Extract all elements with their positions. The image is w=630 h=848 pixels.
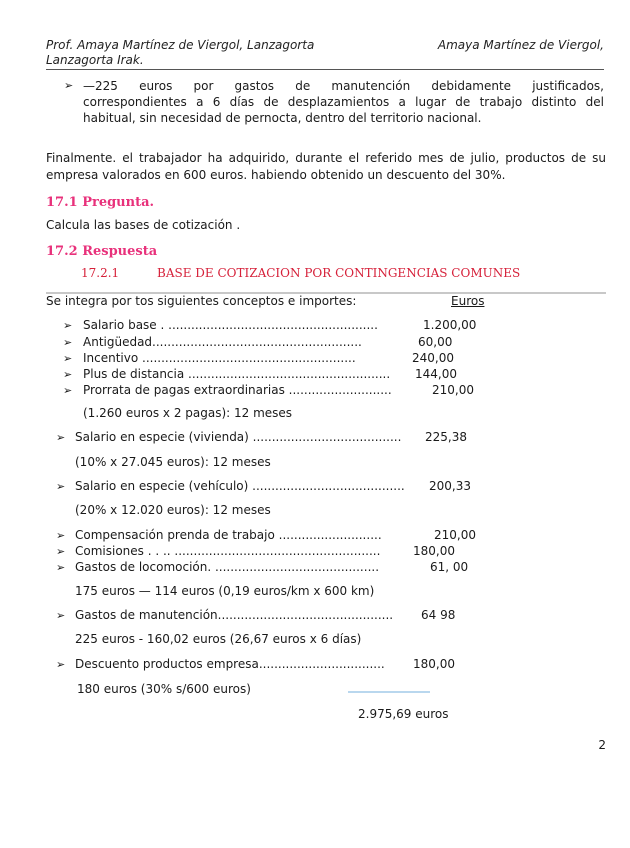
answer-subheading: [81, 266, 520, 280]
value-salario-base: 1.200,00: [423, 318, 477, 332]
item-comisiones: Comisiones . . .. ......................................................: [75, 544, 381, 558]
value-antiguedad: 60,00: [418, 335, 453, 349]
arrow-bullet-icon: ➢: [63, 319, 73, 332]
total-amount: 2.975,69 euros: [358, 707, 449, 721]
note-especie-vivienda: (10% x 27.045 euros): 12 meses: [75, 455, 271, 469]
item-locomocion: Gastos de locomoción. ...........................................: [75, 560, 380, 574]
intro-line: habitual, sin necesidad de pernocta, dentro del territorio nacional.: [83, 111, 482, 125]
note-prorrata: (1.260 euros x 2 pagas): 12 meses: [83, 406, 293, 420]
arrow-bullet-icon: ➢: [56, 561, 66, 574]
integration-intro: Se integra por tos siguientes conceptos e importes:: [46, 294, 357, 308]
question-text: Calcula las bases de cotización .: [46, 218, 241, 232]
arrow-bullet-icon: ➢: [56, 431, 66, 444]
subheading-number: 17.2.1: [81, 266, 120, 280]
item-salario-base: Salario base . .......................................................: [83, 318, 378, 332]
arrow-bullet-icon: ➢: [56, 658, 66, 671]
header-author-right: Amaya Martínez de Viergol,: [437, 38, 604, 52]
note-locomocion: 175 euros — 114 euros (0,19 euros/km x 600 km): [75, 584, 375, 598]
answer-heading: 17.2 Respuesta: [46, 244, 158, 259]
value-incentivo: 240,00: [412, 351, 454, 365]
header-author-left: Prof. Amaya Martínez de Viergol, Lanzagorta: [46, 38, 315, 52]
intro-line: correspondientes a 6 días de desplazamientos a lugar de trabajo distinto del: [83, 95, 604, 109]
value-descuento: 180,00: [413, 657, 455, 671]
note-manutencion: 225 euros - 160,02 euros (26,67 euros x 6 días): [75, 632, 362, 646]
note-descuento: 180 euros (30% s/600 euros): [77, 682, 251, 696]
euros-column-header: Euros: [451, 294, 485, 308]
value-especie-vivienda: 225,38: [425, 430, 467, 444]
page-number: 2: [598, 738, 606, 752]
value-locomocion: 61, 00: [430, 560, 469, 574]
note-especie-vehiculo: (20% x 12.020 euros): 12 meses: [75, 503, 271, 517]
arrow-bullet-icon: ➢: [56, 609, 66, 622]
arrow-bullet-icon: ➢: [63, 368, 73, 381]
item-especie-vehiculo: Salario en especie (vehículo) ........................................: [75, 479, 405, 493]
intro-bullet-text: [83, 78, 604, 126]
arrow-bullet-icon: ➢: [63, 384, 73, 397]
item-plus-distancia: Plus de distancia .....................................................: [83, 367, 391, 381]
subheading-title: BASE DE COTIZACION POR CONTINGENCIAS COMUNES: [157, 266, 521, 280]
total-rule: [348, 691, 430, 693]
arrow-bullet-icon: ➢: [56, 529, 66, 542]
value-comisiones: 180,00: [413, 544, 455, 558]
paragraph-line: empresa valorados en 600 euros. habiendo obtenido un descuento del 30%.: [46, 168, 506, 182]
header-rule: [46, 69, 604, 70]
value-prorrata: 210,00: [432, 383, 474, 397]
arrow-bullet-icon: ➢: [63, 336, 73, 349]
value-especie-vehiculo: 200,33: [429, 479, 471, 493]
item-manutencion: Gastos de manutención..............................................: [75, 608, 394, 622]
arrow-bullet-icon: ➢: [64, 79, 74, 92]
value-manutencion: 64 98: [421, 608, 456, 622]
value-prenda-trabajo: 210,00: [434, 528, 476, 542]
arrow-bullet-icon: ➢: [56, 480, 66, 493]
header-author-left-continued: Lanzagorta Irak.: [46, 53, 144, 67]
item-especie-vivienda: Salario en especie (vivienda) .......................................: [75, 430, 402, 444]
paragraph-line: Finalmente. el trabajador ha adquirido, durante el referido mes de julio, productos de su: [46, 151, 606, 165]
question-heading: 17.1 Pregunta.: [46, 195, 155, 210]
item-antiguedad: Antigüedad.......................................................: [83, 335, 362, 349]
intro-line: —225 euros por gastos de manutención debidamente justificados,: [83, 79, 604, 93]
item-prorrata: Prorrata de pagas extraordinarias ...........................: [83, 383, 392, 397]
arrow-bullet-icon: ➢: [63, 352, 73, 365]
arrow-bullet-icon: ➢: [56, 545, 66, 558]
value-plus-distancia: 144,00: [415, 367, 457, 381]
item-descuento: Descuento productos empresa.................................: [75, 657, 385, 671]
statement-paragraph: [46, 150, 606, 184]
item-incentivo: Incentivo ........................................................: [83, 351, 356, 365]
item-prenda-trabajo: Compensación prenda de trabajo ...........................: [75, 528, 382, 542]
